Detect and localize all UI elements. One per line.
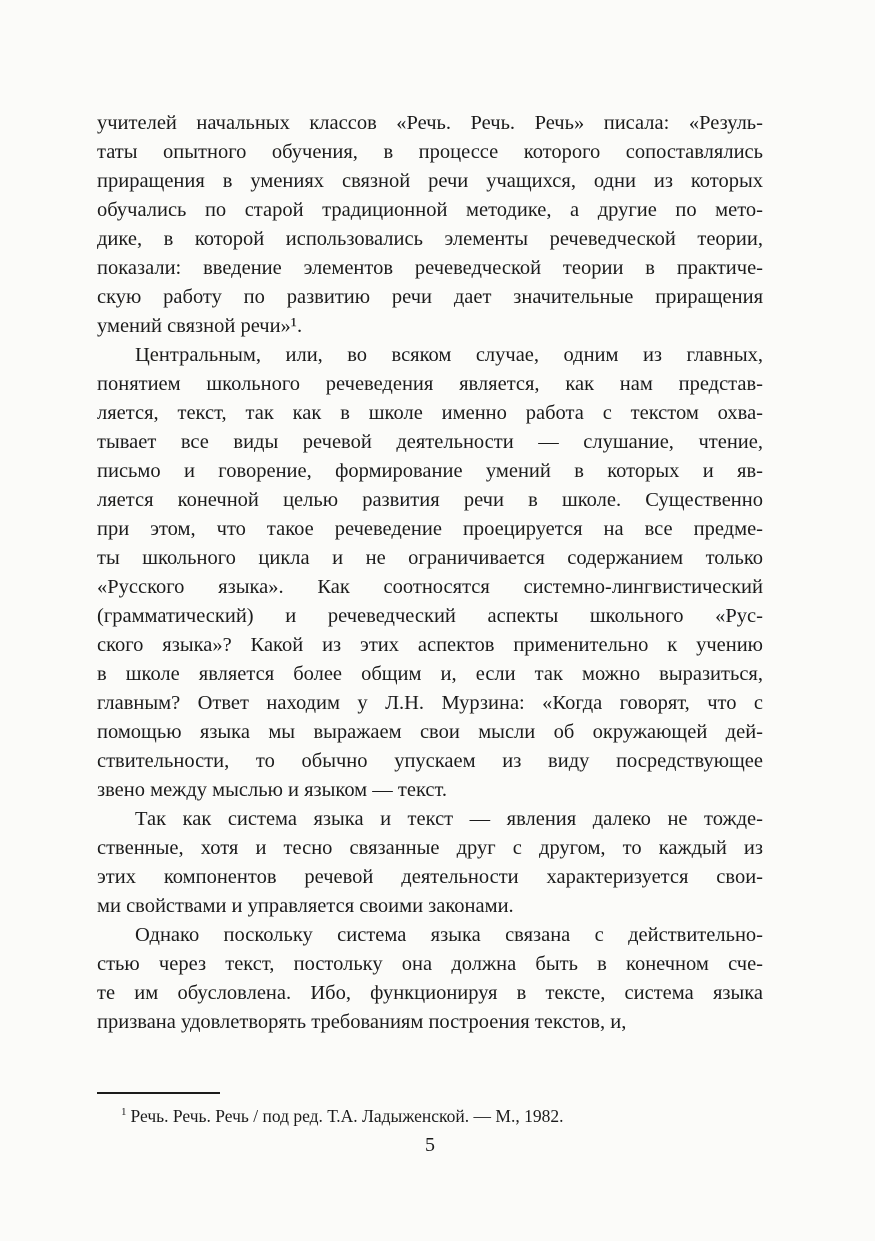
text-line: умений связной речи»¹. [97,315,303,337]
paragraph [97,341,763,805]
text-line: помощью языка мы выражаем свои мысли об окружающей дей- [97,721,763,743]
text-line: дике, в которой использовались элементы речеведческой теории, [97,228,763,250]
paragraph [97,109,763,341]
text-line: обучались по старой традиционной методике, а другие по мето- [97,199,763,221]
footnote-marker: 1 [121,1106,127,1118]
text-line: звено между мыслью и языком — текст. [97,779,448,801]
text-line: «Русского языка». Как соотносятся системно-лингвистический [97,576,763,598]
text-line: при этом, что такое речеведение проецируется на все предме- [97,518,763,540]
text-line: ствительности, то обычно упускаем из виду посредствующее [97,750,763,772]
paragraph [97,921,763,1037]
text-line: понятием школьного речеведения является, как нам представ- [97,373,763,395]
text-line: учителей начальных классов «Речь. Речь. Речь» писала: «Резуль- [97,112,763,134]
footnote-text: Речь. Речь. Речь / под ред. Т.А. Ладыженской. — М., 1982. [130,1105,564,1126]
text-line: ственные, хотя и тесно связанные друг с другом, то каждый из [97,837,763,859]
text-line: (грамматический) и речеведческий аспекты школьного «Рус- [97,605,763,627]
text-line: Так как система языка и текст — явления далеко не тожде- [135,808,763,830]
text-line: ми свойствами и управляется своими законами. [97,895,514,917]
text-line: ляется конечной целью развития речи в школе. Существенно [97,489,763,511]
text-line: призвана удовлетворять требованиям построения текстов, и, [97,1011,627,1033]
footnote [97,1100,763,1129]
footnote-divider [97,1092,220,1094]
text-line: приращения в умениях связной речи учащихся, одни из которых [97,170,763,192]
text-line: ляется, текст, так как в школе именно работа с текстом охва- [97,402,763,424]
body-text [97,109,763,1037]
text-line: стью через текст, постольку она должна быть в конечном сче- [97,953,763,975]
text-line: Центральным, или, во всяком случае, одним из главных, [135,344,763,366]
text-line: те им обусловлена. Ибо, функционируя в тексте, система языка [97,982,763,1004]
text-line: Однако поскольку система языка связана с действительно- [135,924,763,946]
text-line: таты опытного обучения, в процессе которого сопоставлялись [97,141,763,163]
paragraph [97,805,763,921]
text-line: ты школьного цикла и не ограничивается содержанием только [97,547,763,569]
text-line: главным? Ответ находим у Л.Н. Мурзина: «Когда говорят, что с [97,692,763,714]
text-line: письмо и говорение, формирование умений в которых и яв- [97,460,763,482]
text-line: в школе является более общим и, если так можно выразиться, [97,663,763,685]
text-line: скую работу по развитию речи дает значительные приращения [97,286,763,308]
text-line: тывает все виды речевой деятельности — слушание, чтение, [97,431,763,453]
text-line: ского языка»? Какой из этих аспектов применительно к учению [97,634,763,656]
text-line: показали: введение элементов речеведческой теории в практиче- [97,257,763,279]
page-number: 5 [425,1134,435,1156]
text-line: этих компонентов речевой деятельности характеризуется свои- [97,866,763,888]
